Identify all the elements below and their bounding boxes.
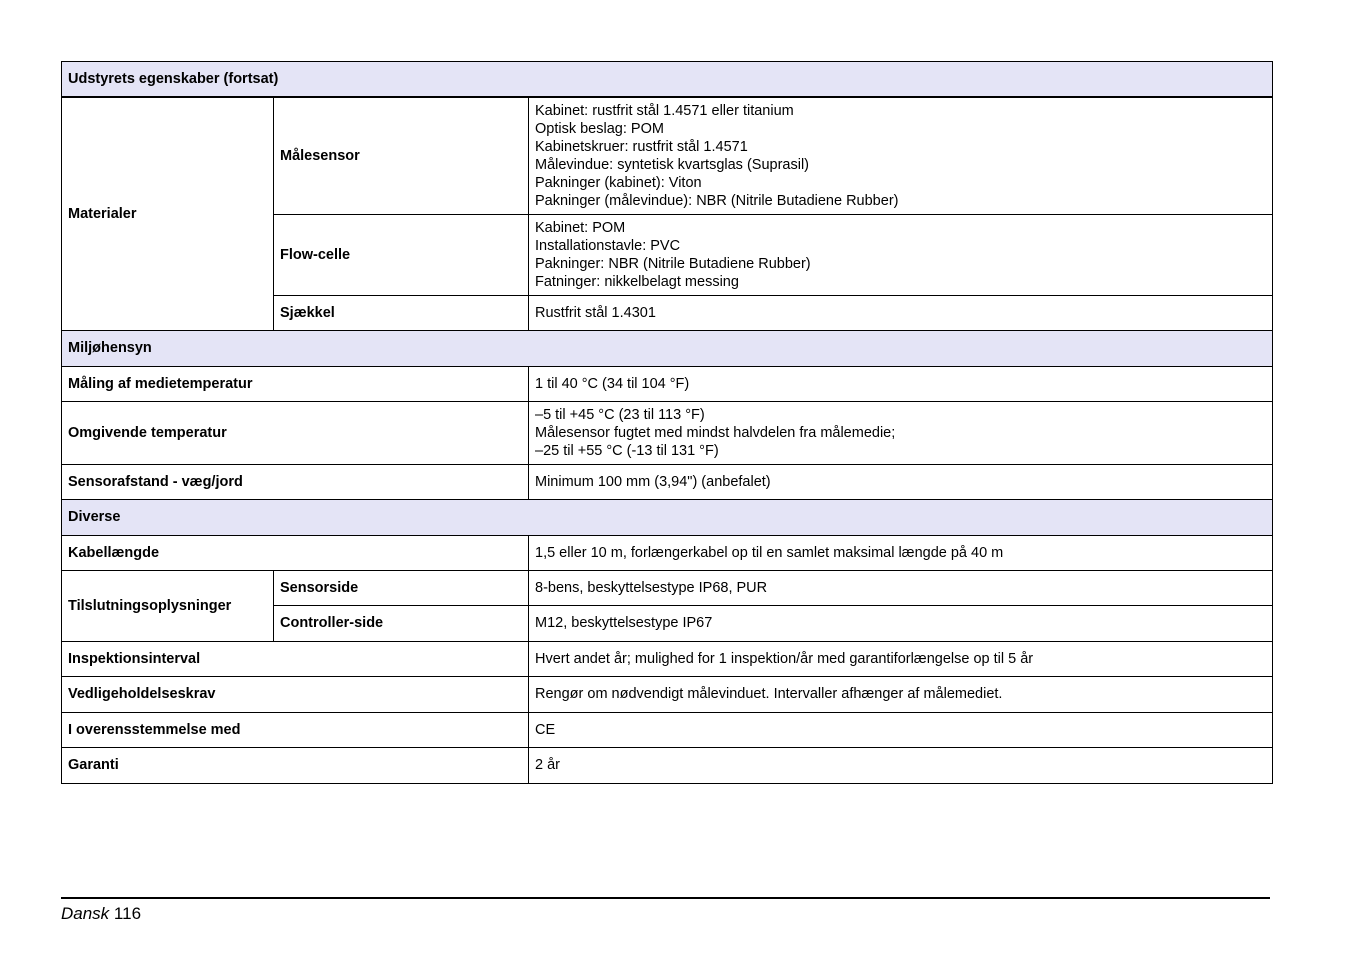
section-row xyxy=(62,499,1273,535)
inspection-value: Hvert andet år; mulighed for 1 inspektion/år med garantiforlængelse op til 5 år xyxy=(529,641,1273,676)
maintenance-label: Vedligeholdelseskrav xyxy=(62,676,529,712)
environment-header: Miljøhensyn xyxy=(62,330,1273,366)
cable-label: Kabellængde xyxy=(62,535,529,570)
table-row xyxy=(62,401,1273,464)
materials-label: Materialer xyxy=(62,97,274,330)
cable-value: 1,5 eller 10 m, forlængerkabel op til en samlet maksimal længde på 40 m xyxy=(529,535,1273,570)
flow-cell-material-line: Pakninger: NBR (Nitrile Butadiene Rubber) xyxy=(535,255,811,272)
table-row xyxy=(62,570,1273,605)
sensor-material-line: Målevindue: syntetisk kvartsglas (Suprasil) xyxy=(535,156,809,173)
table-row xyxy=(62,97,1273,214)
sensor-materials xyxy=(529,97,1273,214)
flow-cell-material-line: Installationstavle: PVC xyxy=(535,237,681,254)
distance-value: Minimum 100 mm (3,94") (anbefalet) xyxy=(529,464,1273,499)
table-row xyxy=(62,641,1273,676)
sensor-material-line: Pakninger (kabinet): Viton xyxy=(535,174,702,191)
flow-cell-label: Flow-celle xyxy=(274,214,529,295)
flow-cell-material-line: Kabinet: POM xyxy=(535,219,626,236)
warranty-label: Garanti xyxy=(62,747,529,783)
controller-side-label: Controller-side xyxy=(274,605,529,641)
media-temp-value: 1 til 40 °C (34 til 104 °F) xyxy=(529,366,1273,401)
sensor-material-line: Kabinet: rustfrit stål 1.4571 eller titanium xyxy=(535,102,794,119)
sensor-side-value: 8-bens, beskyttelsestype IP68, PUR xyxy=(529,570,1273,605)
table-row xyxy=(62,712,1273,747)
footer-language: Dansk xyxy=(61,904,110,923)
connection-label: Tilslutningsoplysninger xyxy=(62,570,274,641)
footer-divider xyxy=(61,897,1270,899)
warranty-value: 2 år xyxy=(529,747,1273,783)
distance-label: Sensorafstand - væg/jord xyxy=(62,464,529,499)
ambient-temp-line: –5 til +45 °C (23 til 113 °F) xyxy=(535,406,705,423)
ambient-temp-line: Målesensor fugtet med mindst halvdelen fra målemedie; xyxy=(535,424,896,441)
page-footer xyxy=(61,904,141,924)
shackle-label: Sjækkel xyxy=(274,295,529,330)
flow-cell-materials xyxy=(529,214,1273,295)
controller-side-value: M12, beskyttelsestype IP67 xyxy=(529,605,1273,641)
table-row xyxy=(62,464,1273,499)
maintenance-value: Rengør om nødvendigt målevinduet. Intervaller afhænger af målemediet. xyxy=(529,676,1273,712)
specifications-table xyxy=(61,61,1273,784)
flow-cell-material-line: Fatninger: nikkelbelagt messing xyxy=(535,273,739,290)
inspection-label: Inspektionsinterval xyxy=(62,641,529,676)
sensor-material-line: Pakninger (målevindue): NBR (Nitrile Butadiene Rubber) xyxy=(535,192,899,209)
table-row xyxy=(62,747,1273,783)
sensor-side-label: Sensorside xyxy=(274,570,529,605)
sensor-material-line: Kabinetskruer: rustfrit stål 1.4571 xyxy=(535,138,748,155)
compliance-label: I overensstemmelse med xyxy=(62,712,529,747)
table-header: Udstyrets egenskaber (fortsat) xyxy=(62,62,1273,98)
table-row xyxy=(62,535,1273,570)
misc-header: Diverse xyxy=(62,499,1273,535)
table-row xyxy=(62,676,1273,712)
sensor-material-line: Optisk beslag: POM xyxy=(535,120,664,137)
section-row xyxy=(62,330,1273,366)
ambient-temp-value xyxy=(529,401,1273,464)
sensor-label: Målesensor xyxy=(274,97,529,214)
compliance-value: CE xyxy=(529,712,1273,747)
shackle-value: Rustfrit stål 1.4301 xyxy=(529,295,1273,330)
table-header-row xyxy=(62,62,1273,98)
footer-page-number: 116 xyxy=(113,904,142,923)
ambient-temp-label: Omgivende temperatur xyxy=(62,401,529,464)
ambient-temp-line: –25 til +55 °C (-13 til 131 °F) xyxy=(535,442,719,459)
table-row xyxy=(62,366,1273,401)
media-temp-label: Måling af medietemperatur xyxy=(62,366,529,401)
